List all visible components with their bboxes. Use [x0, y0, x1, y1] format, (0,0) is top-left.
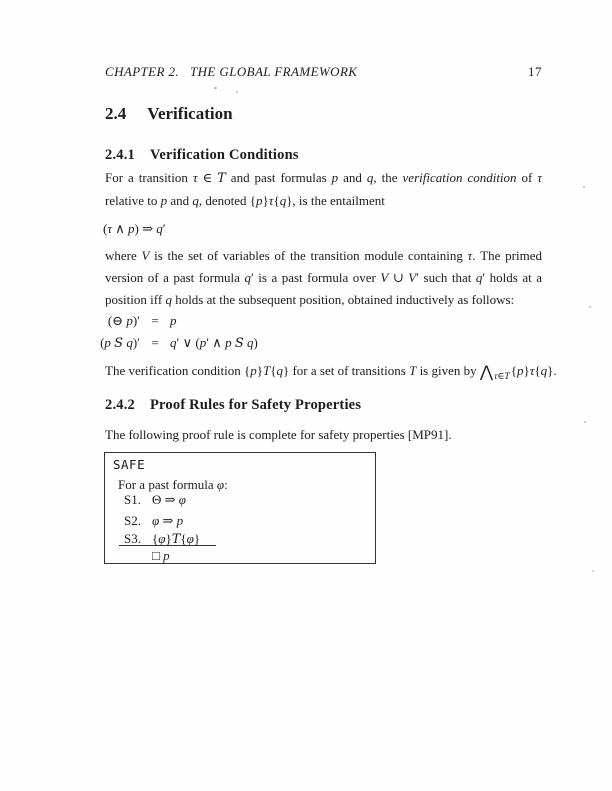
formula-lhs: (⊖ p)′	[107, 313, 140, 328]
subsection-title: Proof Rules for Safety Properties	[150, 397, 362, 413]
formula-lhs: (p S q)′	[100, 335, 140, 351]
display-formula-entailment: (τ ∧ p) ⇒ q′	[103, 221, 166, 236]
scan-speck	[214, 87, 217, 89]
paragraph: The verification condition {p}T{q} for a set of transitions T is given by $⋀_{\tau\in T}\{p\}\tau\{q\}$.	[105, 363, 557, 382]
premise-row	[124, 513, 183, 529]
paragraph-line: where V is the set of variables of the transition module containing τ. The primed	[105, 248, 542, 263]
subsection-number: 2.4.1	[105, 147, 135, 163]
paragraph-line: position iff q holds at the subsequent position, obtained inductively as follows:	[105, 292, 515, 307]
premise-formula: {φ}T{φ}	[152, 531, 201, 547]
paragraph-line: For a transition τ ∈ T and past formulas p and q, the verification condition of τ	[105, 170, 543, 186]
premise-label: S3.	[124, 531, 141, 546]
inference-line	[119, 545, 216, 546]
scan-speck	[584, 421, 586, 423]
formula-row	[93, 332, 258, 355]
premise-row	[124, 492, 186, 508]
paragraph-line: version of a past formula q′ is a past formula over V ∪ V′ such that q′ holds at a	[105, 270, 542, 285]
formula-row	[93, 310, 258, 332]
equals-sign: =	[151, 335, 159, 350]
paragraph	[105, 245, 542, 311]
rule-intro: For a past formula φ:	[118, 477, 228, 492]
proof-rule-box-safe	[104, 452, 376, 564]
equals-sign: =	[151, 313, 159, 328]
scan-speck	[592, 570, 594, 572]
section-title: Verification	[147, 104, 233, 123]
scan-speck	[583, 186, 585, 188]
running-head: CHAPTER 2. THE GLOBAL FRAMEWORK	[105, 64, 358, 79]
subsection-heading-verification-conditions	[105, 147, 299, 164]
scan-speck	[589, 306, 591, 308]
subsection-number: 2.4.2	[105, 397, 135, 413]
rule-name: SAFE	[113, 457, 146, 472]
paragraph-line: relative to p and q, denoted {p}τ{q}, is the entailment	[105, 193, 385, 208]
section-heading	[105, 104, 233, 124]
formula-rhs: p	[170, 313, 177, 328]
paragraph	[105, 167, 542, 212]
premise-label: S1.	[124, 492, 141, 507]
premise-formula: Θ ⇒ φ	[152, 492, 186, 507]
scan-speck	[236, 91, 238, 93]
subsection-heading-proof-rules	[105, 397, 361, 414]
subsection-title: Verification Conditions	[150, 147, 299, 163]
formula-rhs: q′ ∨ (p′ ∧ p S q)	[170, 335, 258, 351]
premise-label: S2.	[124, 513, 141, 528]
display-formula-inductive-definition	[93, 310, 258, 355]
rule-conclusion: □ p	[152, 548, 170, 563]
paragraph: The following proof rule is complete for safety properties [MP91].	[105, 427, 452, 442]
section-number: 2.4	[105, 104, 127, 123]
page-number: 17	[528, 64, 542, 79]
page-header	[105, 64, 542, 79]
premise-formula: φ ⇒ p	[152, 513, 184, 528]
